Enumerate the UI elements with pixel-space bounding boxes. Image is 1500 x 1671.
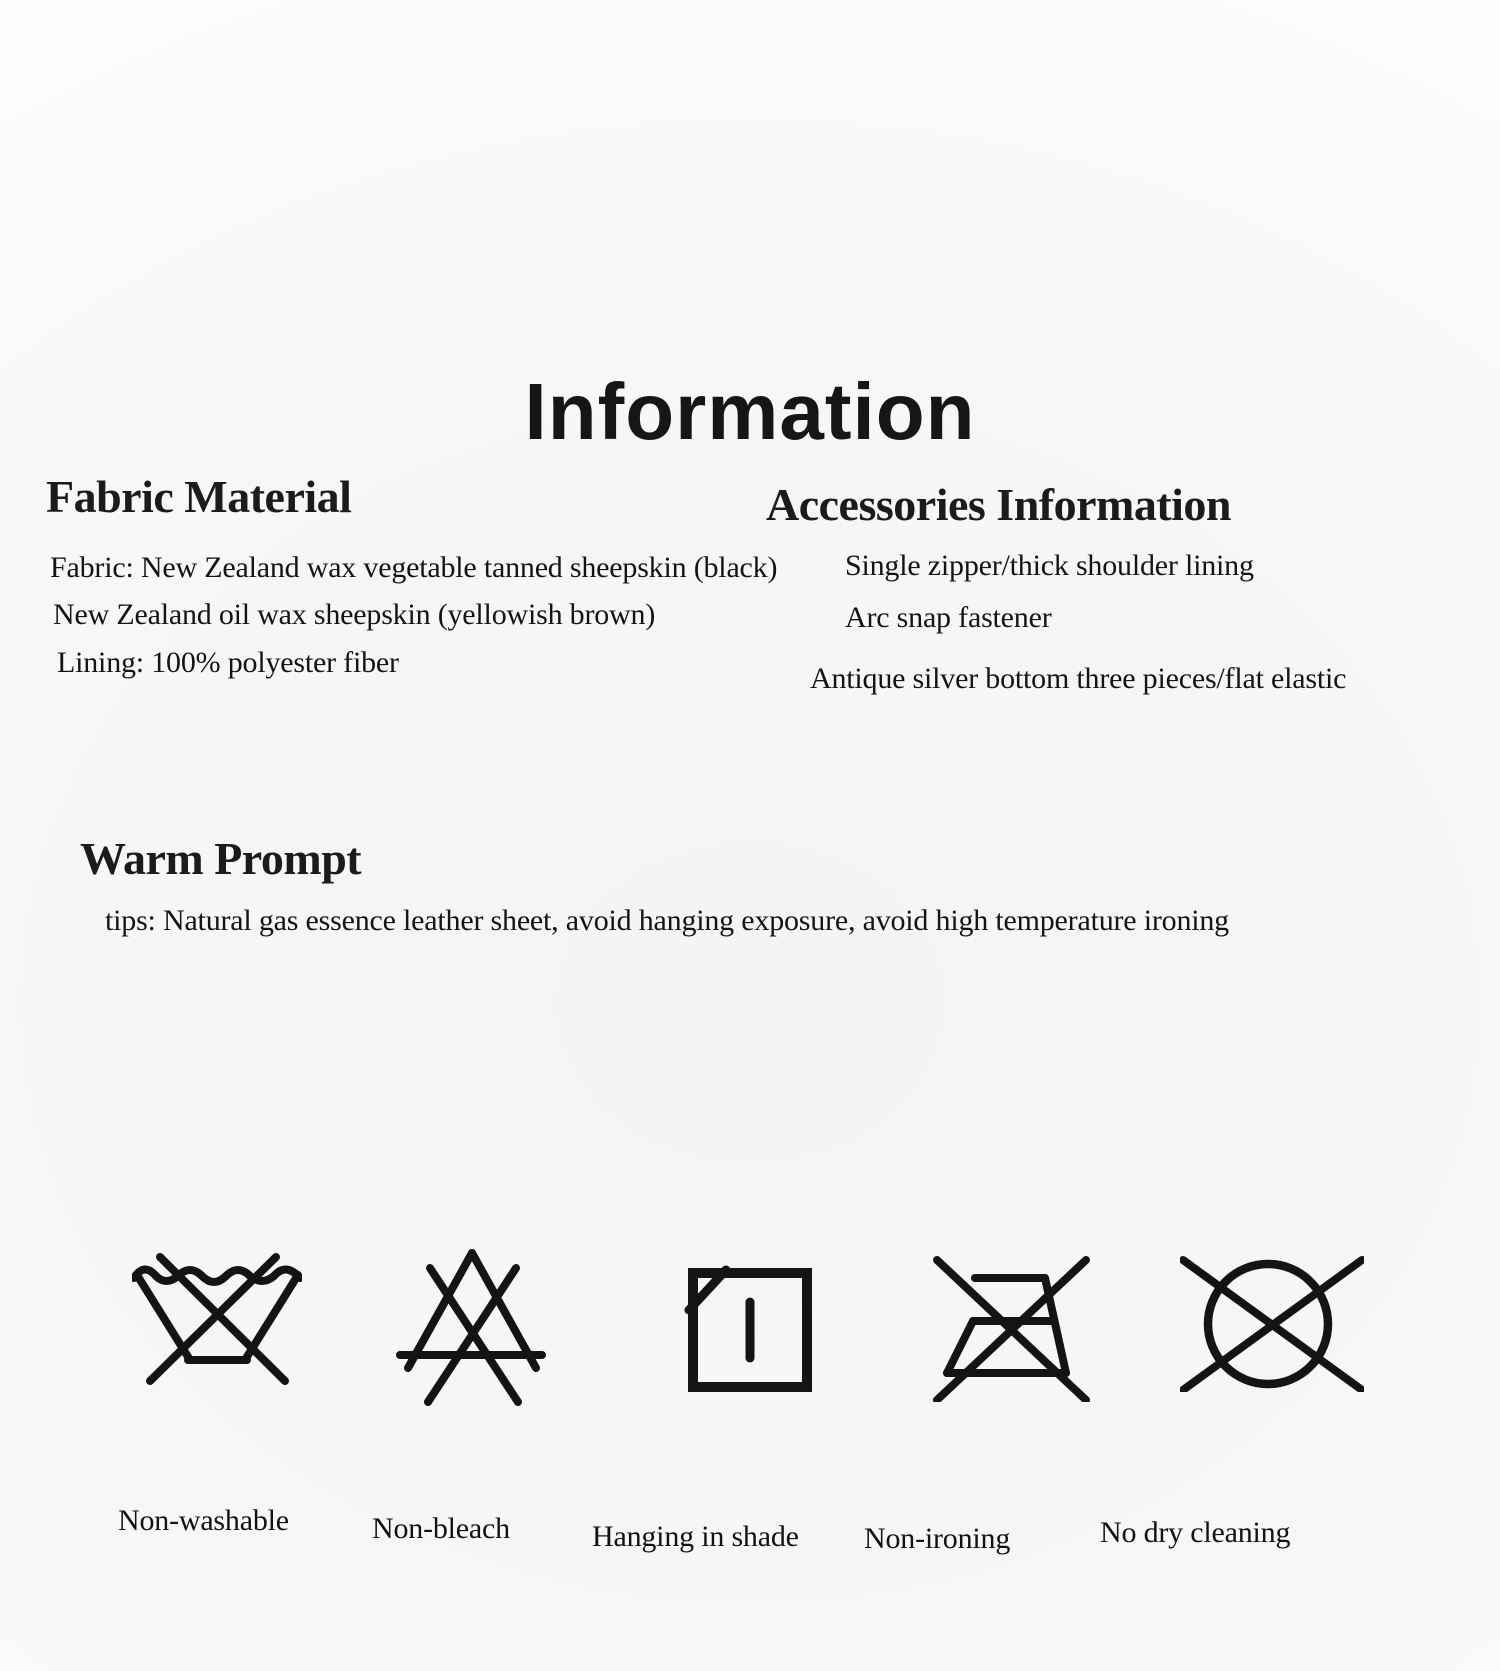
accessories-line: Arc snap fastener [845, 601, 1052, 634]
care-label-no-wash: Non-washable [118, 1504, 289, 1537]
fabric-line: Fabric: New Zealand wax vegetable tanned sheepskin (black) [50, 551, 778, 584]
fabric-material-heading: Fabric Material [46, 471, 352, 522]
fabric-line: New Zealand oil wax sheepskin (yellowish brown) [53, 598, 656, 631]
care-label-no-bleach: Non-bleach [372, 1512, 510, 1545]
fabric-line: Lining: 100% polyester fiber [57, 646, 399, 679]
accessories-line: Antique silver bottom three pieces/flat elastic [810, 662, 1347, 695]
care-label-no-iron: Non-ironing [864, 1522, 1011, 1555]
care-label-no-dry-clean: No dry cleaning [1100, 1516, 1291, 1549]
care-label-hang-dry: Hanging in shade [592, 1520, 799, 1553]
no-wash-icon [132, 1248, 302, 1390]
no-bleach-icon [396, 1244, 546, 1409]
hang-dry-shade-icon [684, 1262, 816, 1394]
warm-prompt-tips: tips: Natural gas essence leather sheet, avoid hanging exposure, avoid high temperature ironing [105, 904, 1229, 937]
page-title: Information [524, 367, 976, 456]
no-iron-icon [930, 1250, 1092, 1402]
accessories-heading: Accessories Information [766, 479, 1232, 530]
accessories-line: Single zipper/thick shoulder lining [845, 549, 1254, 582]
no-dry-clean-icon [1180, 1252, 1364, 1392]
warm-prompt-heading: Warm Prompt [80, 833, 362, 884]
